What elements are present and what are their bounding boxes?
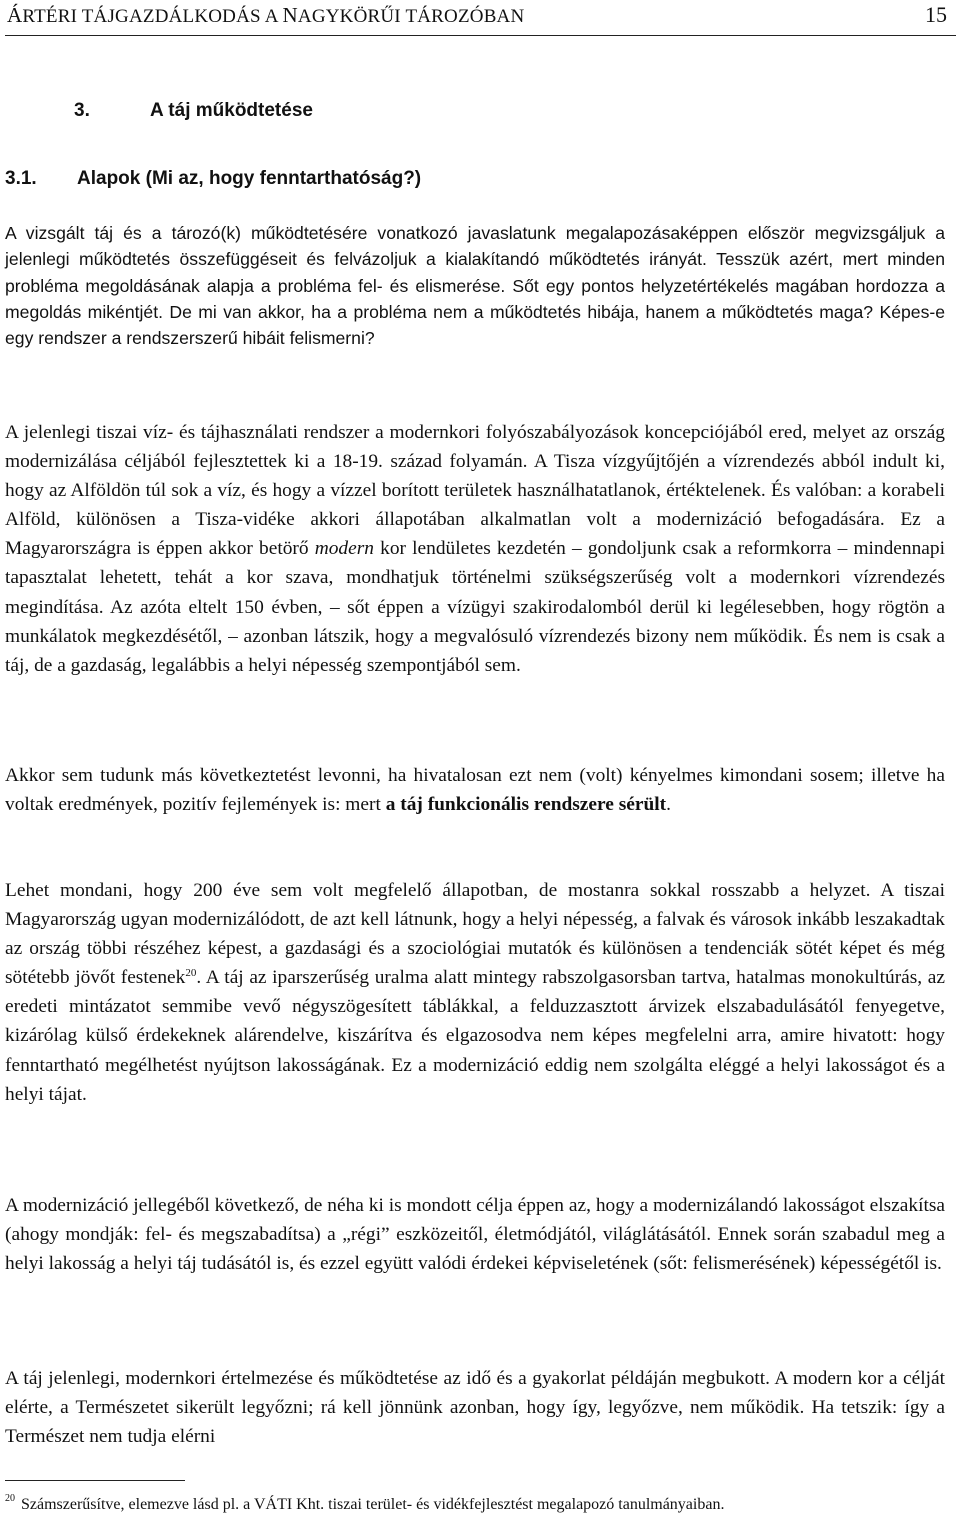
section-heading-3-1: 3.1. Alapok (Mi az, hogy fenntarthatóság?)	[5, 168, 422, 189]
paragraph-5: A modernizáció jellegéből következő, de néha ki is mondott célja éppen az, hogy a modernizálandó lakosságot elszakítsa (ahogy mondják: fel- és megszabadítsa) a „régi” eszközeitől, életmódjától, világlátásától. Ennek során szabadul meg a helyi lakosság a helyi táj tudásától is, és ezzel együtt valódi érdekei képviseletének (sőt: felismerésének) képességétől is.	[5, 1195, 945, 1275]
footnote	[5, 1495, 955, 1515]
emphasis-bold: a táj funkcionális rendszere sérült	[385, 794, 667, 816]
footnote-rule	[5, 1480, 185, 1481]
emphasis-modern: modern	[314, 538, 374, 560]
page-number: 15	[925, 2, 947, 27]
footnote-mark: 20	[5, 1493, 15, 1504]
header-rule	[5, 35, 956, 36]
paragraph-3: Akkor sem tudunk más következtetést levonni, ha hivatalosan ezt nem (volt) kényelmes kimondani sosem; illetve ha voltak eredmények, pozitív fejlemények is: mert a táj funkcionális rendszere sérült.	[5, 765, 945, 816]
paragraph-2: A jelenlegi tiszai víz- és tájhasználati rendszer a modernkori folyószabályozások koncepciójából ered, melyet az ország modernizálása céljából fejlesztettek ki a 18-19. század folyamán. A Tisza vízgyűjtőjén a vízrendezés abból indult ki, hogy az Alföldön túl sok a víz, és hogy a vízzel borított területek használhatatlanok, értéktelenek. És valóban: a korabeli Alföld, különösen a Tisza-vidéke akkori állapotában alkalmatlan volt a modernizáció befogadására. Ez a Magyarországra is éppen akkor betörő modern kor lendületes kezdetén – gondoljunk csak a reformkorra – mindennapi tapasztalat lehetett, tehát a kor szava, mondhatjuk történelmi szükségszerűség volt a modernkori vízrendezés megindítása. Az azóta eltelt 150 évben, – sőt éppen a vízügyi szakirodalomból derül ki legélesebben, hogy rögtön a munkálatok megkezdésétől, – azonban látszik, hogy a megvalósuló vízrendezés bizony nem működik. És nem is csak a táj, de a gazdaság, legalábbis a helyi népesség szempontjából sem.	[5, 422, 945, 676]
running-header	[7, 3, 947, 33]
paragraph-4: Lehet mondani, hogy 200 éve sem volt megfelelő állapotban, de mostanra sokkal rosszabb a helyzet. A tiszai Magyarország ugyan modernizálódott, de azt kell látnunk, hogy a helyi népesség, a falvak és városok inkább leszakadtak az ország többi részéhez képest, a gazdasági és a szociológiai mutatók és különösen a tendenciák sötét képet és még sötétebb jövőt festenek$^{20}$. A táj az iparszerűség uralma alatt mintegy rabszolgasorsban tartva, hatalmas monokultúrás, az eredeti mintázatot semmibe vevő négyszögesített táblákkal, a felduzzasztott árvizek elszabadulásától fenyegetve, kizárólag külső érdekeknek alárendelve, kiszárítva és elgazosodva nem képes megfelelni arra, amire hivatott: hogy fenntartható megélhetést nyújtson lakosságának. Ez a modernizáció eddig nem szolgálta eléggé a helyi lakosságot és a helyi tájat.	[5, 880, 945, 1105]
paragraph-6: A táj jelenlegi, modernkori értelmezése és működtetése az idő és a gyakorlat példáján megbukott. A modern kor a célját elérte, a Természetet sikerült legyőzni; rá kell jönnünk azonban, hogy így, legyőzve, nem működik. Ha tetszik: így a Természet nem tudja elérni	[5, 1368, 945, 1448]
section-heading-3: 3. A táj működtetése	[74, 100, 313, 121]
footnote-text: Számszerűsítve, elemezve lásd pl. a VÁTI Kht. tiszai terület- és vidékfejlesztést megalapozó tanulmányaiban.	[21, 1496, 725, 1513]
paragraph-1: A vizsgált táj és a tározó(k) működtetésére vonatkozó javaslatunk megalapozásaképpen először megvizsgáljuk a jelenlegi működtetés összefüggéseit és felvázoljuk a kialakítandó működtetés irányát. Tesszük azért, mert minden probléma megoldásának alapja a probléma fel- és elismerése. Sőt egy pontos helyzetértékelés magában hordozza a megoldás mikéntjét. De mi van akkor, ha a probléma nem a működtetés hibája, hanem a működtetés maga? Képes-e egy rendszer a rendszerszerű hibáit felismerni?	[5, 223, 946, 349]
footnote-reference: 20	[185, 967, 197, 980]
running-header-title: ÁRTÉRI TÁJGAZDÁLKODÁS A NAGYKÖRŰI TÁROZÓBAN	[7, 3, 525, 27]
